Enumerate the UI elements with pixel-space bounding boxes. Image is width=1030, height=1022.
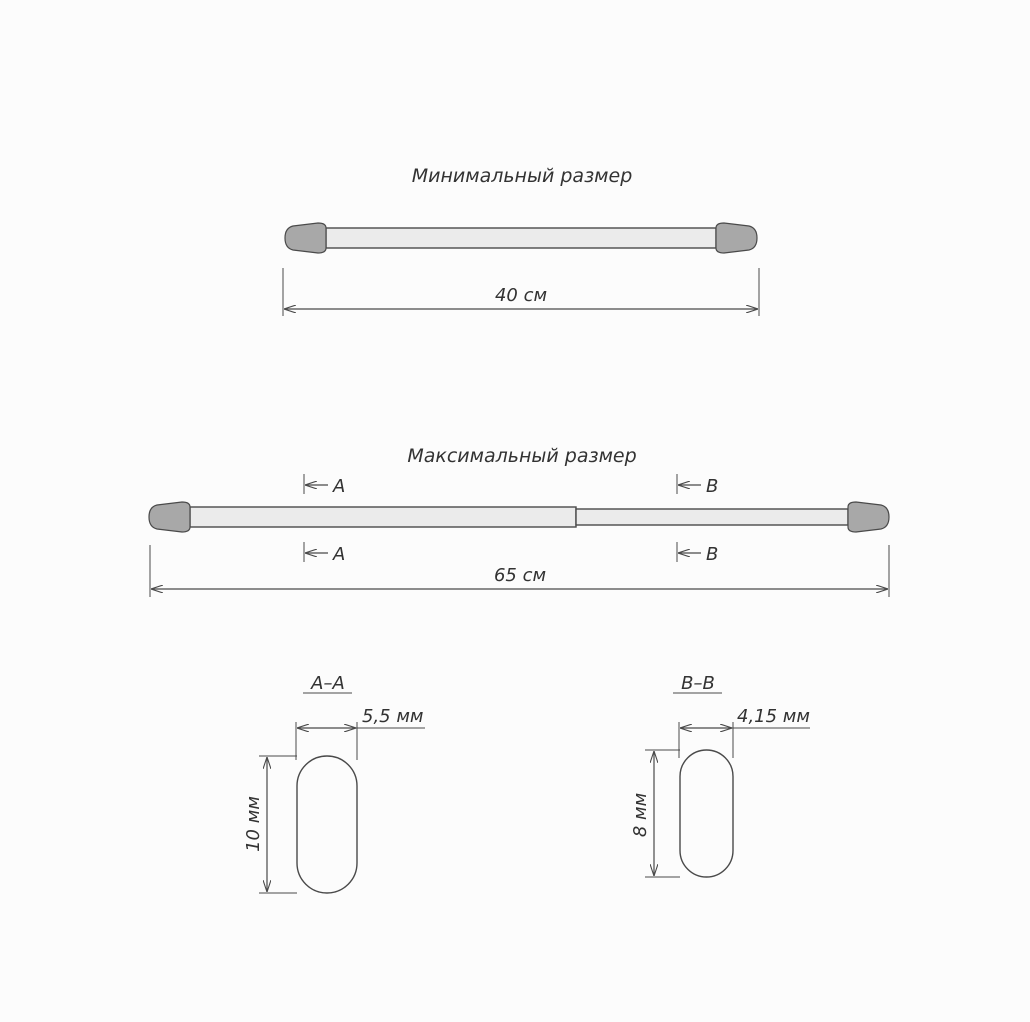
cut-b-label: B <box>706 544 719 565</box>
section-marker-a-top <box>304 474 345 497</box>
left-end-cap <box>149 502 190 532</box>
section-a <box>243 673 425 893</box>
section-a-title: A–A <box>311 673 345 694</box>
left-end-cap <box>285 223 326 253</box>
section-b <box>630 673 810 877</box>
min-length-dimension <box>283 268 759 316</box>
max-rod <box>149 502 889 532</box>
section-marker-b-top <box>677 474 718 497</box>
section-a-height-label: 10 мм <box>243 796 264 852</box>
section-marker-a-bottom <box>304 542 345 565</box>
max-length-dimension <box>150 545 889 597</box>
max-length-label: 65 см <box>493 565 547 586</box>
min-rod <box>285 223 757 253</box>
thick-tube <box>190 507 576 527</box>
thin-tube <box>576 509 848 525</box>
cut-a-label: A <box>333 476 346 497</box>
section-b-profile <box>680 750 733 877</box>
section-a-profile <box>297 756 357 893</box>
max-size-title: Максимальный размер <box>407 445 637 467</box>
section-b-title: B–B <box>681 673 715 694</box>
right-end-cap <box>848 502 889 532</box>
min-size-title: Минимальный размер <box>411 165 633 187</box>
section-b-width-label: 4,15 мм <box>737 706 810 727</box>
cut-b-label: B <box>706 476 719 497</box>
right-end-cap <box>716 223 757 253</box>
min-rod-tube <box>326 228 716 248</box>
section-a-width-label: 5,5 мм <box>362 706 424 727</box>
min-length-label: 40 см <box>494 285 548 306</box>
section-marker-b-bottom <box>677 542 718 565</box>
cut-a-label: A <box>333 544 346 565</box>
section-b-height-label: 8 мм <box>630 792 651 838</box>
